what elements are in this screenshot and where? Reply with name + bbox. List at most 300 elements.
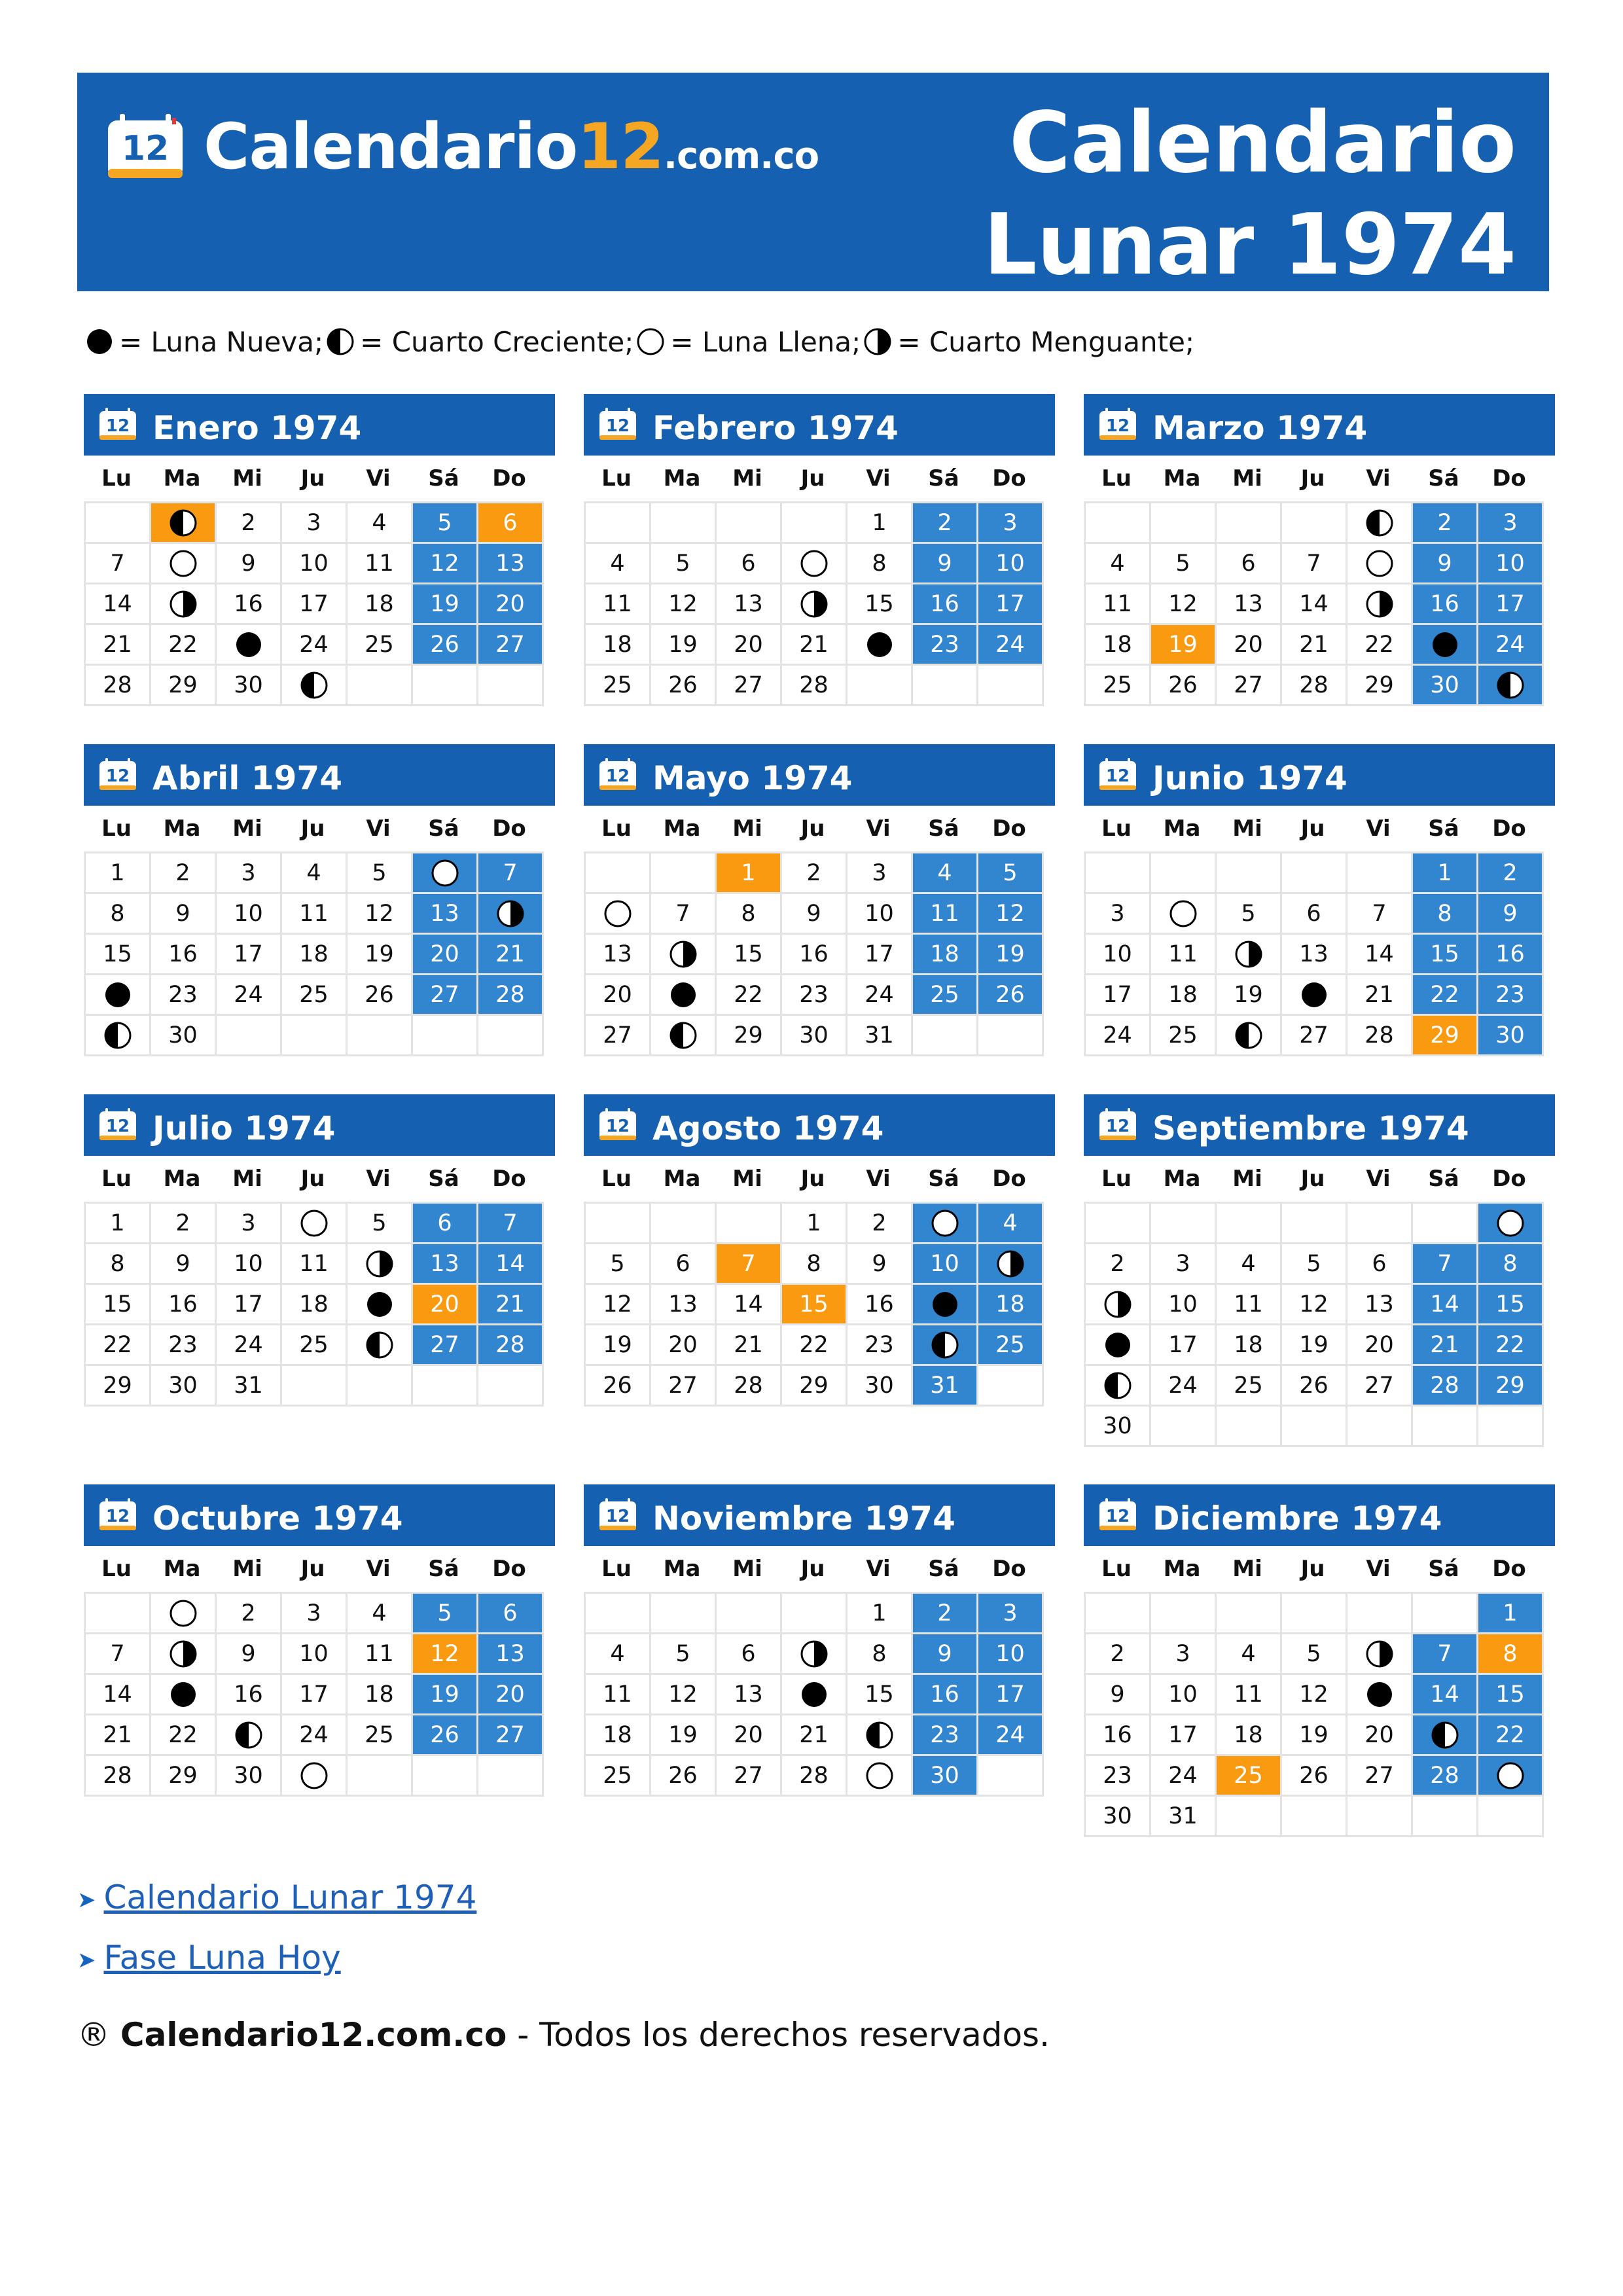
day-cell[interactable]: 10 (217, 1244, 282, 1285)
day-cell[interactable]: 11 (1151, 935, 1217, 975)
day-cell[interactable]: 29 (717, 1016, 782, 1056)
day-cell[interactable]: 1 (86, 1204, 151, 1244)
day-cell[interactable]: 5 (413, 1594, 478, 1634)
day-cell[interactable]: 10 (978, 544, 1044, 584)
day-cell[interactable]: 19 (651, 625, 717, 666)
day-cell[interactable]: 24 (1151, 1366, 1217, 1407)
day-cell[interactable] (782, 1634, 847, 1675)
day-cell[interactable]: 22 (151, 1715, 217, 1756)
day-cell[interactable]: 31 (847, 1016, 913, 1056)
day-cell[interactable]: 4 (586, 544, 651, 584)
day-cell[interactable]: 17 (217, 1285, 282, 1325)
day-cell[interactable]: 3 (847, 853, 913, 894)
day-cell[interactable]: 16 (1413, 584, 1478, 625)
day-cell[interactable]: 1 (782, 1204, 847, 1244)
day-cell[interactable]: 22 (86, 1325, 151, 1366)
day-cell[interactable]: 26 (1282, 1756, 1347, 1797)
day-cell[interactable] (1217, 1016, 1282, 1056)
day-cell[interactable] (782, 1675, 847, 1715)
day-cell[interactable]: 12 (651, 584, 717, 625)
day-cell[interactable]: 25 (1086, 666, 1151, 706)
day-cell[interactable]: 3 (282, 1594, 348, 1634)
day-cell[interactable]: 29 (782, 1366, 847, 1407)
day-cell[interactable]: 18 (1151, 975, 1217, 1016)
day-cell[interactable]: 4 (978, 1204, 1044, 1244)
day-cell[interactable]: 12 (348, 894, 413, 935)
day-cell[interactable] (913, 1325, 978, 1366)
day-cell[interactable]: 5 (348, 853, 413, 894)
day-cell[interactable]: 20 (717, 625, 782, 666)
day-cell[interactable] (651, 1016, 717, 1056)
day-cell[interactable]: 6 (717, 1634, 782, 1675)
day-cell[interactable] (1478, 1204, 1544, 1244)
day-cell[interactable]: 3 (1151, 1244, 1217, 1285)
day-cell[interactable]: 1 (847, 1594, 913, 1634)
day-cell[interactable]: 28 (717, 1366, 782, 1407)
day-cell[interactable]: 12 (651, 1675, 717, 1715)
day-cell[interactable]: 17 (1151, 1325, 1217, 1366)
day-cell[interactable]: 22 (1478, 1325, 1544, 1366)
day-cell[interactable]: 8 (86, 1244, 151, 1285)
day-cell[interactable]: 21 (1347, 975, 1413, 1016)
day-cell[interactable]: 19 (413, 584, 478, 625)
day-cell[interactable] (348, 1244, 413, 1285)
day-cell[interactable]: 3 (1151, 1634, 1217, 1675)
day-cell[interactable]: 27 (586, 1016, 651, 1056)
day-cell[interactable]: 10 (847, 894, 913, 935)
day-cell[interactable]: 14 (1413, 1285, 1478, 1325)
day-cell[interactable]: 12 (1151, 584, 1217, 625)
day-cell[interactable]: 15 (717, 935, 782, 975)
day-cell[interactable]: 9 (913, 544, 978, 584)
day-cell[interactable] (586, 894, 651, 935)
day-cell[interactable]: 25 (1217, 1366, 1282, 1407)
day-cell[interactable]: 21 (478, 1285, 544, 1325)
day-cell[interactable]: 4 (913, 853, 978, 894)
day-cell[interactable]: 27 (1347, 1756, 1413, 1797)
day-cell[interactable]: 30 (1086, 1407, 1151, 1447)
day-cell[interactable]: 19 (348, 935, 413, 975)
day-cell[interactable] (847, 625, 913, 666)
day-cell[interactable]: 9 (782, 894, 847, 935)
day-cell[interactable]: 13 (1282, 935, 1347, 975)
day-cell[interactable]: 1 (1413, 853, 1478, 894)
day-cell[interactable]: 15 (1478, 1285, 1544, 1325)
day-cell[interactable]: 22 (1347, 625, 1413, 666)
day-cell[interactable]: 18 (1217, 1715, 1282, 1756)
day-cell[interactable]: 27 (478, 1715, 544, 1756)
day-cell[interactable]: 15 (1413, 935, 1478, 975)
day-cell[interactable]: 3 (217, 853, 282, 894)
day-cell[interactable] (282, 1756, 348, 1797)
day-cell[interactable]: 6 (478, 503, 544, 544)
day-cell[interactable]: 16 (782, 935, 847, 975)
day-cell[interactable]: 17 (847, 935, 913, 975)
day-cell[interactable]: 11 (348, 544, 413, 584)
day-cell[interactable] (282, 1204, 348, 1244)
day-cell[interactable]: 20 (586, 975, 651, 1016)
day-cell[interactable]: 23 (847, 1325, 913, 1366)
day-cell[interactable]: 12 (413, 1634, 478, 1675)
day-cell[interactable]: 25 (1217, 1756, 1282, 1797)
day-cell[interactable]: 30 (847, 1366, 913, 1407)
day-cell[interactable]: 16 (913, 1675, 978, 1715)
day-cell[interactable] (151, 544, 217, 584)
day-cell[interactable]: 20 (478, 584, 544, 625)
day-cell[interactable]: 23 (151, 1325, 217, 1366)
day-cell[interactable]: 21 (782, 1715, 847, 1756)
day-cell[interactable] (1478, 1756, 1544, 1797)
day-cell[interactable]: 17 (282, 584, 348, 625)
day-cell[interactable]: 16 (913, 584, 978, 625)
day-cell[interactable]: 7 (1282, 544, 1347, 584)
day-cell[interactable]: 13 (413, 1244, 478, 1285)
day-cell[interactable]: 18 (282, 935, 348, 975)
day-cell[interactable]: 12 (1282, 1675, 1347, 1715)
day-cell[interactable]: 26 (586, 1366, 651, 1407)
link-calendario-lunar[interactable]: Calendario Lunar 1974 (103, 1878, 477, 1916)
day-cell[interactable]: 28 (86, 1756, 151, 1797)
day-cell[interactable]: 28 (86, 666, 151, 706)
day-cell[interactable]: 27 (413, 1325, 478, 1366)
day-cell[interactable]: 3 (1086, 894, 1151, 935)
day-cell[interactable] (1413, 625, 1478, 666)
day-cell[interactable]: 7 (478, 1204, 544, 1244)
day-cell[interactable]: 18 (1217, 1325, 1282, 1366)
day-cell[interactable]: 6 (1282, 894, 1347, 935)
day-cell[interactable]: 10 (282, 544, 348, 584)
day-cell[interactable]: 5 (1217, 894, 1282, 935)
day-cell[interactable]: 2 (1478, 853, 1544, 894)
day-cell[interactable]: 26 (413, 625, 478, 666)
day-cell[interactable]: 3 (978, 1594, 1044, 1634)
day-cell[interactable]: 25 (282, 975, 348, 1016)
day-cell[interactable]: 23 (1478, 975, 1544, 1016)
day-cell[interactable]: 2 (782, 853, 847, 894)
day-cell[interactable]: 8 (1478, 1244, 1544, 1285)
day-cell[interactable]: 24 (1478, 625, 1544, 666)
day-cell[interactable]: 23 (913, 1715, 978, 1756)
day-cell[interactable]: 26 (348, 975, 413, 1016)
day-cell[interactable]: 27 (1347, 1366, 1413, 1407)
day-cell[interactable]: 25 (586, 1756, 651, 1797)
day-cell[interactable]: 20 (478, 1675, 544, 1715)
day-cell[interactable]: 6 (1217, 544, 1282, 584)
day-cell[interactable]: 26 (651, 1756, 717, 1797)
day-cell[interactable]: 18 (978, 1285, 1044, 1325)
day-cell[interactable]: 5 (586, 1244, 651, 1285)
day-cell[interactable] (478, 894, 544, 935)
day-cell[interactable]: 30 (1478, 1016, 1544, 1056)
day-cell[interactable]: 19 (1151, 625, 1217, 666)
day-cell[interactable]: 19 (1282, 1715, 1347, 1756)
day-cell[interactable]: 22 (782, 1325, 847, 1366)
day-cell[interactable]: 9 (1413, 544, 1478, 584)
day-cell[interactable]: 10 (1151, 1285, 1217, 1325)
day-cell[interactable]: 15 (1478, 1675, 1544, 1715)
day-cell[interactable]: 15 (86, 1285, 151, 1325)
day-cell[interactable]: 9 (151, 1244, 217, 1285)
day-cell[interactable]: 1 (717, 853, 782, 894)
link-row-1[interactable] (77, 1878, 476, 1916)
day-cell[interactable]: 1 (1478, 1594, 1544, 1634)
day-cell[interactable]: 21 (717, 1325, 782, 1366)
day-cell[interactable]: 2 (151, 853, 217, 894)
day-cell[interactable]: 29 (151, 666, 217, 706)
day-cell[interactable] (151, 1675, 217, 1715)
day-cell[interactable]: 29 (86, 1366, 151, 1407)
day-cell[interactable] (847, 1756, 913, 1797)
day-cell[interactable]: 18 (586, 1715, 651, 1756)
day-cell[interactable]: 23 (151, 975, 217, 1016)
day-cell[interactable]: 30 (782, 1016, 847, 1056)
day-cell[interactable]: 11 (282, 894, 348, 935)
day-cell[interactable]: 24 (847, 975, 913, 1016)
day-cell[interactable]: 16 (151, 1285, 217, 1325)
day-cell[interactable]: 13 (586, 935, 651, 975)
day-cell[interactable]: 17 (978, 1675, 1044, 1715)
day-cell[interactable] (348, 1285, 413, 1325)
day-cell[interactable]: 30 (151, 1016, 217, 1056)
day-cell[interactable] (1347, 1675, 1413, 1715)
day-cell[interactable]: 13 (651, 1285, 717, 1325)
day-cell[interactable]: 4 (348, 1594, 413, 1634)
day-cell[interactable]: 30 (1086, 1797, 1151, 1837)
day-cell[interactable]: 28 (1413, 1756, 1478, 1797)
day-cell[interactable]: 4 (1086, 544, 1151, 584)
day-cell[interactable]: 24 (1151, 1756, 1217, 1797)
day-cell[interactable]: 7 (478, 853, 544, 894)
day-cell[interactable]: 9 (217, 1634, 282, 1675)
day-cell[interactable]: 15 (86, 935, 151, 975)
day-cell[interactable]: 23 (782, 975, 847, 1016)
day-cell[interactable]: 16 (1478, 935, 1544, 975)
day-cell[interactable]: 13 (1217, 584, 1282, 625)
day-cell[interactable]: 22 (1478, 1715, 1544, 1756)
day-cell[interactable] (1347, 544, 1413, 584)
day-cell[interactable]: 13 (413, 894, 478, 935)
day-cell[interactable]: 7 (86, 1634, 151, 1675)
day-cell[interactable]: 4 (1217, 1634, 1282, 1675)
link-fase-luna-hoy[interactable]: Fase Luna Hoy (103, 1939, 341, 1977)
day-cell[interactable]: 9 (1478, 894, 1544, 935)
day-cell[interactable]: 5 (978, 853, 1044, 894)
day-cell[interactable]: 3 (978, 503, 1044, 544)
day-cell[interactable]: 12 (1282, 1285, 1347, 1325)
day-cell[interactable] (913, 1285, 978, 1325)
day-cell[interactable]: 30 (151, 1366, 217, 1407)
day-cell[interactable]: 18 (282, 1285, 348, 1325)
day-cell[interactable]: 16 (217, 584, 282, 625)
day-cell[interactable]: 21 (1282, 625, 1347, 666)
day-cell[interactable]: 3 (282, 503, 348, 544)
day-cell[interactable]: 11 (1217, 1285, 1282, 1325)
day-cell[interactable]: 16 (1086, 1715, 1151, 1756)
day-cell[interactable]: 14 (717, 1285, 782, 1325)
day-cell[interactable]: 15 (847, 584, 913, 625)
day-cell[interactable]: 25 (282, 1325, 348, 1366)
day-cell[interactable]: 12 (413, 544, 478, 584)
day-cell[interactable]: 22 (151, 625, 217, 666)
day-cell[interactable]: 26 (651, 666, 717, 706)
day-cell[interactable]: 16 (151, 935, 217, 975)
day-cell[interactable]: 22 (717, 975, 782, 1016)
day-cell[interactable]: 26 (978, 975, 1044, 1016)
day-cell[interactable] (282, 666, 348, 706)
day-cell[interactable]: 16 (847, 1285, 913, 1325)
day-cell[interactable]: 8 (1478, 1634, 1544, 1675)
day-cell[interactable]: 2 (1086, 1634, 1151, 1675)
day-cell[interactable] (151, 584, 217, 625)
day-cell[interactable]: 12 (586, 1285, 651, 1325)
day-cell[interactable]: 14 (86, 584, 151, 625)
day-cell[interactable] (1086, 1366, 1151, 1407)
day-cell[interactable]: 21 (86, 625, 151, 666)
day-cell[interactable]: 2 (217, 503, 282, 544)
day-cell[interactable]: 31 (217, 1366, 282, 1407)
day-cell[interactable]: 10 (1151, 1675, 1217, 1715)
day-cell[interactable]: 26 (1282, 1366, 1347, 1407)
day-cell[interactable]: 10 (913, 1244, 978, 1285)
day-cell[interactable]: 29 (1347, 666, 1413, 706)
day-cell[interactable]: 24 (282, 625, 348, 666)
day-cell[interactable] (151, 1634, 217, 1675)
day-cell[interactable]: 10 (1478, 544, 1544, 584)
day-cell[interactable]: 23 (1086, 1756, 1151, 1797)
day-cell[interactable]: 7 (1347, 894, 1413, 935)
day-cell[interactable]: 11 (1086, 584, 1151, 625)
day-cell[interactable]: 5 (651, 544, 717, 584)
day-cell[interactable] (348, 1325, 413, 1366)
day-cell[interactable] (151, 503, 217, 544)
day-cell[interactable]: 11 (348, 1634, 413, 1675)
day-cell[interactable]: 9 (847, 1244, 913, 1285)
day-cell[interactable]: 17 (1478, 584, 1544, 625)
day-cell[interactable]: 4 (282, 853, 348, 894)
day-cell[interactable]: 25 (1151, 1016, 1217, 1056)
day-cell[interactable]: 30 (913, 1756, 978, 1797)
day-cell[interactable]: 24 (978, 1715, 1044, 1756)
day-cell[interactable]: 9 (217, 544, 282, 584)
day-cell[interactable]: 2 (217, 1594, 282, 1634)
day-cell[interactable]: 27 (717, 1756, 782, 1797)
day-cell[interactable]: 24 (217, 975, 282, 1016)
day-cell[interactable] (1347, 1634, 1413, 1675)
day-cell[interactable]: 15 (782, 1285, 847, 1325)
day-cell[interactable] (782, 544, 847, 584)
day-cell[interactable]: 25 (348, 1715, 413, 1756)
day-cell[interactable]: 24 (1086, 1016, 1151, 1056)
day-cell[interactable] (86, 975, 151, 1016)
day-cell[interactable]: 27 (1217, 666, 1282, 706)
day-cell[interactable]: 13 (478, 544, 544, 584)
link-row-2[interactable] (77, 1939, 341, 1977)
day-cell[interactable]: 20 (651, 1325, 717, 1366)
day-cell[interactable]: 21 (478, 935, 544, 975)
day-cell[interactable] (1347, 584, 1413, 625)
day-cell[interactable]: 2 (913, 503, 978, 544)
day-cell[interactable]: 5 (1282, 1244, 1347, 1285)
day-cell[interactable]: 10 (1086, 935, 1151, 975)
day-cell[interactable]: 27 (413, 975, 478, 1016)
day-cell[interactable]: 25 (586, 666, 651, 706)
day-cell[interactable] (913, 1204, 978, 1244)
day-cell[interactable]: 1 (86, 853, 151, 894)
day-cell[interactable] (1478, 666, 1544, 706)
day-cell[interactable]: 11 (1217, 1675, 1282, 1715)
day-cell[interactable]: 29 (1478, 1366, 1544, 1407)
day-cell[interactable]: 30 (217, 1756, 282, 1797)
day-cell[interactable]: 8 (847, 1634, 913, 1675)
day-cell[interactable]: 24 (217, 1325, 282, 1366)
day-cell[interactable]: 7 (86, 544, 151, 584)
day-cell[interactable]: 26 (413, 1715, 478, 1756)
day-cell[interactable]: 2 (847, 1204, 913, 1244)
day-cell[interactable]: 18 (348, 1675, 413, 1715)
day-cell[interactable]: 20 (1347, 1715, 1413, 1756)
day-cell[interactable]: 2 (1086, 1244, 1151, 1285)
day-cell[interactable] (1282, 975, 1347, 1016)
day-cell[interactable]: 6 (717, 544, 782, 584)
day-cell[interactable]: 8 (717, 894, 782, 935)
day-cell[interactable]: 20 (413, 1285, 478, 1325)
day-cell[interactable]: 14 (478, 1244, 544, 1285)
day-cell[interactable]: 28 (478, 1325, 544, 1366)
day-cell[interactable]: 7 (651, 894, 717, 935)
day-cell[interactable] (847, 1715, 913, 1756)
day-cell[interactable]: 11 (586, 584, 651, 625)
day-cell[interactable]: 5 (348, 1204, 413, 1244)
day-cell[interactable]: 20 (717, 1715, 782, 1756)
day-cell[interactable]: 31 (913, 1366, 978, 1407)
day-cell[interactable]: 3 (217, 1204, 282, 1244)
day-cell[interactable]: 2 (151, 1204, 217, 1244)
day-cell[interactable]: 17 (217, 935, 282, 975)
day-cell[interactable] (1086, 1285, 1151, 1325)
day-cell[interactable]: 8 (782, 1244, 847, 1285)
day-cell[interactable] (651, 975, 717, 1016)
day-cell[interactable]: 29 (151, 1756, 217, 1797)
day-cell[interactable]: 18 (348, 584, 413, 625)
day-cell[interactable]: 30 (1413, 666, 1478, 706)
day-cell[interactable]: 11 (282, 1244, 348, 1285)
day-cell[interactable]: 19 (978, 935, 1044, 975)
day-cell[interactable] (1347, 503, 1413, 544)
day-cell[interactable] (782, 584, 847, 625)
day-cell[interactable]: 13 (1347, 1285, 1413, 1325)
day-cell[interactable] (86, 1016, 151, 1056)
day-cell[interactable]: 17 (1151, 1715, 1217, 1756)
day-cell[interactable]: 20 (413, 935, 478, 975)
day-cell[interactable]: 8 (86, 894, 151, 935)
day-cell[interactable]: 6 (1347, 1244, 1413, 1285)
day-cell[interactable]: 28 (782, 1756, 847, 1797)
day-cell[interactable]: 4 (586, 1634, 651, 1675)
day-cell[interactable]: 28 (1282, 666, 1347, 706)
day-cell[interactable] (978, 1244, 1044, 1285)
day-cell[interactable]: 9 (913, 1634, 978, 1675)
day-cell[interactable]: 17 (978, 584, 1044, 625)
day-cell[interactable]: 22 (1413, 975, 1478, 1016)
day-cell[interactable]: 14 (1347, 935, 1413, 975)
day-cell[interactable]: 25 (978, 1325, 1044, 1366)
day-cell[interactable]: 14 (1282, 584, 1347, 625)
day-cell[interactable]: 9 (1086, 1675, 1151, 1715)
day-cell[interactable]: 8 (1413, 894, 1478, 935)
day-cell[interactable]: 21 (1413, 1325, 1478, 1366)
day-cell[interactable]: 19 (1217, 975, 1282, 1016)
day-cell[interactable]: 21 (86, 1715, 151, 1756)
